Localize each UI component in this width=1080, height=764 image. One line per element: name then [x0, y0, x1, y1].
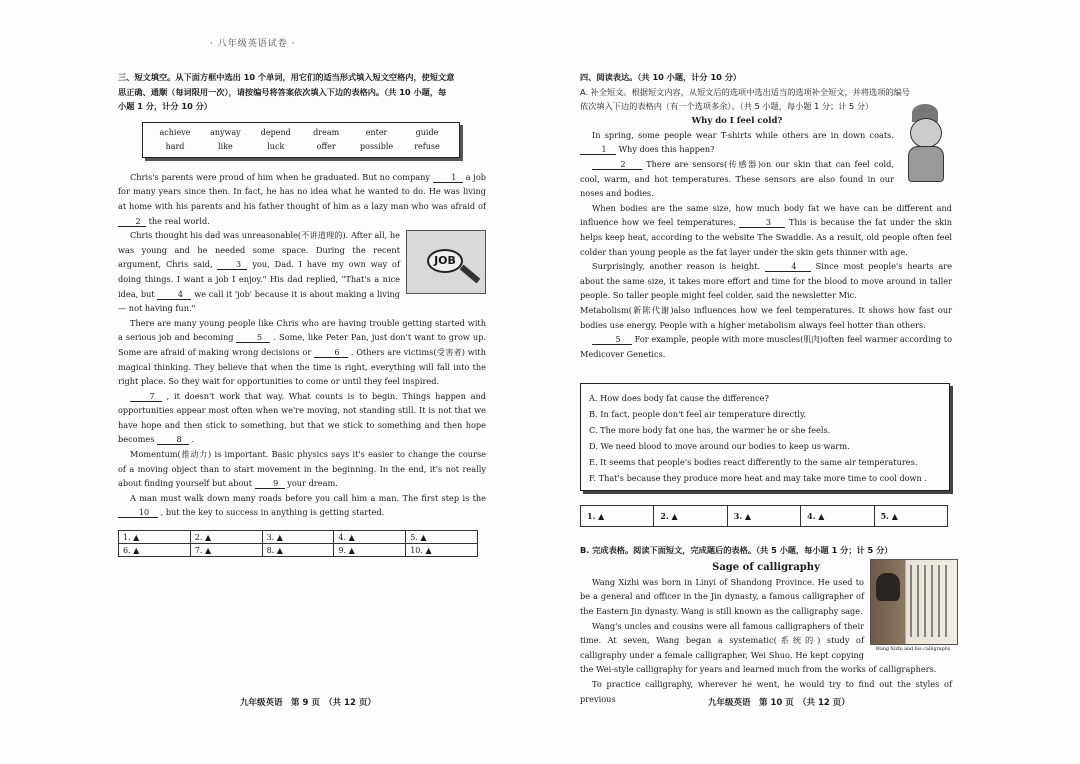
wang-xizhi-portrait-image — [870, 559, 956, 655]
word-bank-word: hard — [165, 141, 185, 151]
section-3-title-line2: 思正确、通顺（每词限用一次），请按编号将答案依次填入下边的表格内。（共 10 小题，每 — [118, 86, 447, 97]
answer-cell[interactable]: 10. ▲ — [406, 544, 478, 557]
part-a-instructions-line1: A. 补全短文。根据短文内容，从短文后的选项中选出适当的选项补全短文，并将选项的编号 — [580, 86, 910, 97]
blank-r5[interactable]: 5 — [592, 335, 632, 345]
text-span: When bodies are the same size, how much body fat we have can be different and influence how we feel temperatures. — [580, 202, 952, 228]
word-bank-word: possible — [360, 141, 394, 151]
cold-kid-cartoon-image — [900, 104, 956, 184]
text-span: Why does this happen? — [618, 144, 715, 155]
answer-cell[interactable]: 2. ▲ — [654, 506, 727, 527]
word-bank-word: like — [218, 141, 233, 151]
answer-table-section-3 — [118, 530, 478, 557]
word-bank-word: guide — [415, 127, 439, 137]
text-span: For example, people with more muscles(肌肉)often feel warmer according to Medicover Genetics. — [580, 334, 952, 359]
answer-cell[interactable]: 8. ▲ — [262, 544, 334, 557]
header-scrap-text: · 八年级英语试卷 · — [210, 39, 296, 49]
blank-r2[interactable]: 2 — [592, 160, 642, 170]
article-2-title: Sage of calligraphy — [712, 561, 820, 573]
answer-cell[interactable]: 9. ▲ — [334, 544, 406, 557]
answer-cell[interactable]: 7. ▲ — [190, 544, 262, 557]
text-span: the real world. — [148, 215, 210, 226]
article-paragraph-1 — [580, 128, 952, 157]
text-span: we call it 'job' because it is about making a living— not having fun." — [118, 288, 400, 314]
word-bank-row-1 — [151, 126, 451, 140]
job-label: JOB — [427, 249, 463, 273]
option-a: A. How does body fat cause the difference? — [589, 393, 769, 404]
blank-r4[interactable]: 4 — [765, 262, 811, 272]
magnifier-handle-icon — [460, 265, 481, 284]
section-3-title-line3: 小题 1 分，计分 10 分） — [118, 101, 212, 112]
word-bank-row-2 — [151, 140, 451, 154]
options-box — [580, 383, 950, 491]
word-bank-word: anyway — [210, 127, 241, 137]
text-span: There are sensors(传感器)on our skin that can feel cold, cool, warm, and hot temperatures. These sensors are also found in our noses and bodies. — [580, 158, 894, 199]
article-paragraph-6 — [580, 332, 952, 361]
word-bank-word: offer — [316, 141, 336, 151]
text-span: . Others are victims(受害者) with magical thinking. They believe that when the time is right, everything will fall into the right place. So they wait for opportunities to come or until they feel inspired. — [118, 346, 486, 387]
option-d: D. We need blood to move around our bodies to keep us warm. — [589, 441, 850, 452]
option-f: F. That's because they produce more heat and may take more time to cool down . — [589, 473, 928, 484]
option-c: C. The more body fat one has, the warmer he or she feels. — [589, 425, 831, 436]
article-paragraph-3 — [580, 201, 952, 259]
left-page-footer: 九年级英语 第 9 页 （共 12 页） — [240, 698, 376, 708]
passage-paragraph-5 — [118, 447, 486, 491]
calligraphy-columns-icon — [910, 565, 952, 637]
blank-5[interactable]: 5 — [236, 333, 270, 343]
text-span: you, Dad. I have my own way of doing things. I want a job I enjoy." His dad replied, "That's a nice idea, but — [118, 259, 400, 299]
part-a-instructions-line2: 依次填入下边的表格内（有一个选项多余）。（共 5 小题，每小题 1 分；计 5 分） — [580, 101, 874, 112]
blank-9[interactable]: 9 — [255, 479, 285, 489]
answer-cell[interactable]: 5. ▲ — [406, 531, 478, 544]
answer-cell[interactable]: 6. ▲ — [119, 544, 191, 557]
text-span: Chris thought his dad was unreasonable(不讲道理的). After all, he was young and he needed some space. During the recent argument, Chris said, — [118, 230, 400, 270]
answer-table-section-4a — [580, 505, 948, 527]
option-b: B. In fact, people don't feel air temperature directly. — [589, 409, 807, 420]
text-span: Surprisingly, another reason is height. — [592, 261, 761, 272]
article-paragraph-5 — [580, 303, 952, 332]
blank-2[interactable]: 2 — [118, 217, 146, 227]
answer-cell[interactable]: 2. ▲ — [190, 531, 262, 544]
coat-icon — [908, 146, 944, 182]
text-span: Chris's parents were proud of him when he graduated. But no company — [130, 171, 430, 182]
answer-cell[interactable]: 5. ▲ — [874, 506, 947, 527]
answer-cell[interactable]: 1. ▲ — [119, 531, 191, 544]
passage-paragraph-3 — [118, 316, 486, 389]
section-3-title-line1: 三、短文填空。从下面方框中选出 10 个单词，用它们的适当形式填入短文空格内，使短文意 — [118, 72, 455, 82]
blank-3[interactable]: 3 — [217, 260, 247, 270]
right-page-footer: 九年级英语 第 10 页 （共 12 页） — [708, 698, 850, 708]
answer-cell[interactable]: 3. ▲ — [727, 506, 800, 527]
passage-paragraph-4 — [118, 389, 486, 447]
text-span: , it doesn't work that way. What counts is to begin. Things happen and opportunities appear most often when we're moving, not standing still. It is not that we have hope and then stick to something, but that we stick to something and then hope becomes — [118, 390, 486, 445]
portrait-figure-icon — [876, 573, 900, 601]
left-page — [118, 70, 486, 557]
word-bank-word: dream — [313, 127, 340, 137]
passage-paragraph-6 — [118, 491, 486, 520]
text-span: Momentum(推动力) is important. Basic physics says it's easier to change the course of a moving object than to start movement in the beginning. In the end, it's not really about finding yourself but about — [118, 449, 486, 489]
blank-4[interactable]: 4 — [157, 290, 191, 300]
article-paragraph-2 — [580, 157, 952, 201]
text-span: Since most people's hearts are about the same size, it takes more effort and time for the blood to move around in taller people. So taller people might feel colder, said the newsletter Mic. — [580, 261, 952, 301]
word-bank-word: depend — [260, 127, 291, 137]
article-2-paragraph-3: To practice calligraphy, wherever he went, he would try to find out the styles of previous — [580, 679, 952, 704]
option-e: E. It seems that people's bodies react differently to the same air temperatures. — [589, 457, 918, 468]
job-magnifier-image — [406, 230, 486, 294]
text-span: A man must walk down many roads before you call him a man. The first step is the — [130, 492, 486, 503]
answer-row-1 — [119, 531, 478, 544]
answer-cell[interactable]: 4. ▲ — [334, 531, 406, 544]
section-4-title: 四、阅读表达。（共 10 小题，计分 10 分） — [580, 72, 742, 82]
blank-7[interactable]: 7 — [130, 392, 162, 402]
article-title: Why do I feel cold? — [691, 115, 783, 126]
word-bank-word: refuse — [414, 141, 440, 151]
blank-10[interactable]: 10 — [118, 508, 158, 518]
answer-row-2 — [119, 544, 478, 557]
blank-8[interactable]: 8 — [157, 435, 189, 445]
text-span: your dream. — [287, 478, 338, 489]
word-bank-word: achieve — [159, 127, 191, 137]
article-2-paragraph-1: Wang Xizhi was born in Linyi of Shandong Province. He used to be a general and officer in the Jin dynasty, a famous calligrapher of the Eastern Jin dynasty. Wang is still known as the calligraphy sage. — [580, 576, 864, 617]
blank-r3[interactable]: 3 — [739, 218, 785, 228]
article-paragraph-4 — [580, 259, 952, 303]
text-span: . Some, like Peter Pan, just don't want to grow up. Some are afraid of making wrong decisions or — [118, 332, 486, 357]
answer-cell[interactable]: 4. ▲ — [801, 506, 874, 527]
text-span: a job for many years since then. In fact, he has no idea what he wanted to do. He was living at home with his parents and his father thought of him as a lazy man who was afraid of — [118, 171, 487, 211]
right-page — [580, 70, 952, 706]
answer-cell[interactable]: 3. ▲ — [262, 531, 334, 544]
answer-cell[interactable]: 1. ▲ — [581, 506, 654, 527]
text-span: . — [191, 434, 195, 445]
face-icon — [910, 118, 942, 148]
part-b-instructions: B. 完成表格。阅读下面短文，完成题后的表格。（共 5 小题，每小题 1 分；计 5 分） — [580, 545, 893, 556]
text-span: This is because the fat under the skin helps keep heat, according to the website The Swaddle. As a result, old people often feel colder than young people as the fat layer under the skin gets thinner with age. — [580, 217, 952, 257]
article-2-paragraph-2: Wang's uncles and cousins were all famous calligraphers of their time. At seven, Wang began a systematic(系统的) study of calligraphy under a female calligrapher, Wei Shuo. He kept copying the Wei-style calligraphy for years and learned much from the works of calligraphers. — [580, 620, 937, 675]
text-span: In spring, some people wear T-shirts while others are in down coats. — [592, 129, 894, 140]
image-caption: Wang Xizhi and his calligraphy — [875, 646, 951, 652]
word-bank-word: enter — [365, 127, 388, 137]
answer-row — [581, 506, 948, 527]
word-bank-word: luck — [267, 141, 285, 151]
text-span: Metabolism(新陈代谢)also influences how we feel temperatures. It shows how fast our bodies use energy. People with a higher metabolism always feel hotter than others. — [580, 304, 952, 330]
text-span: , but the key to success in anything is getting started. — [160, 507, 385, 518]
blank-1[interactable]: 1 — [433, 173, 463, 183]
passage-paragraph-1 — [118, 170, 486, 228]
blank-6[interactable]: 6 — [314, 348, 348, 358]
text-span: There are many young people like Chris who are having trouble getting started with a serious job and becoming — [118, 317, 486, 343]
word-bank-box — [142, 122, 460, 158]
blank-r1[interactable]: 1 — [580, 145, 616, 155]
